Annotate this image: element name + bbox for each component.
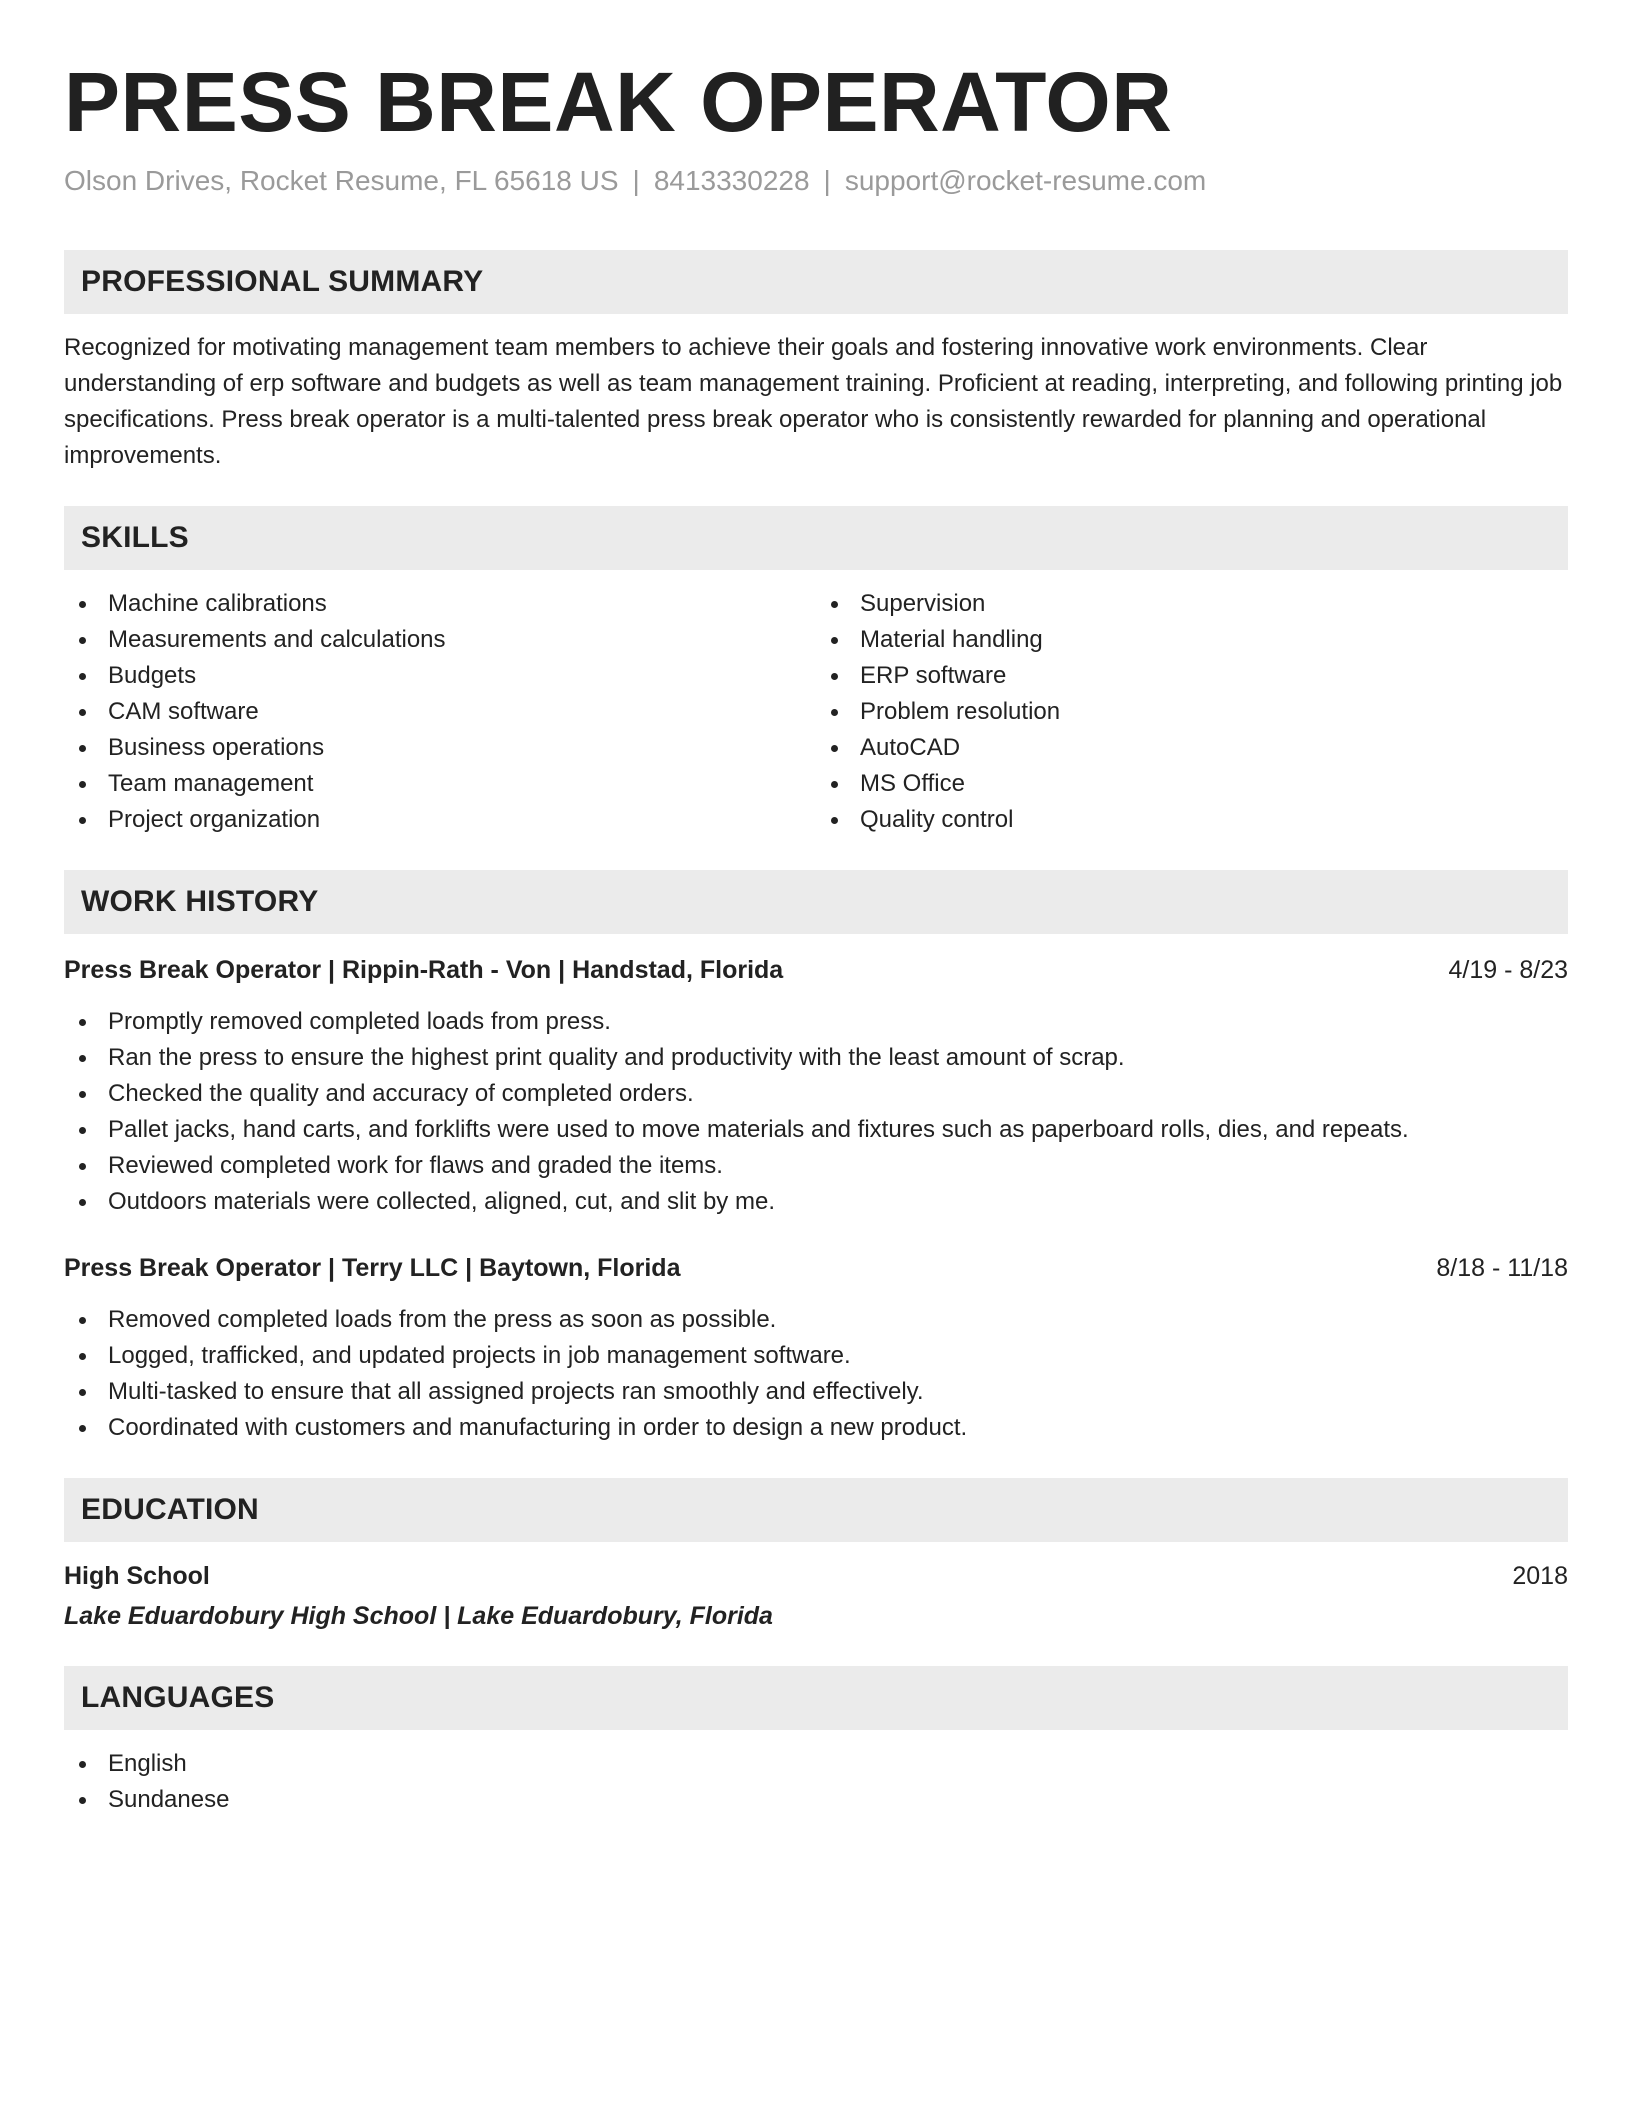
skill-item: Measurements and calculations xyxy=(64,622,816,658)
language-item: English xyxy=(64,1746,1568,1782)
job-bullet: Promptly removed completed loads from press. xyxy=(64,1004,1568,1040)
skill-item: AutoCAD xyxy=(816,730,1568,766)
languages-list xyxy=(64,1746,1568,1818)
skill-item: MS Office xyxy=(816,766,1568,802)
skill-item: CAM software xyxy=(64,694,816,730)
job-header xyxy=(64,1250,1568,1286)
skills-column-left xyxy=(64,586,816,838)
skill-item: Problem resolution xyxy=(816,694,1568,730)
job-bullet: Reviewed completed work for flaws and graded the items. xyxy=(64,1148,1568,1184)
skill-item: Material handling xyxy=(816,622,1568,658)
job-header xyxy=(64,952,1568,988)
section-header-education: EDUCATION xyxy=(64,1478,1568,1542)
job-bullet: Coordinated with customers and manufacturing in order to design a new product. xyxy=(64,1410,1568,1446)
job-bullet: Pallet jacks, hand carts, and forklifts were used to move materials and fixtures such as paperboard rolls, dies, and repeats. xyxy=(64,1112,1568,1148)
skill-item: Supervision xyxy=(816,586,1568,622)
contact-email: support@rocket-resume.com xyxy=(844,165,1207,196)
job-bullets xyxy=(64,1004,1568,1220)
job-title: Press Break Operator | Terry LLC | Baytown, Florida xyxy=(64,1254,681,1282)
job-bullet: Checked the quality and accuracy of completed orders. xyxy=(64,1076,1568,1112)
contact-separator: | xyxy=(632,165,640,196)
skill-item: Business operations xyxy=(64,730,816,766)
section-header-work-history: WORK HISTORY xyxy=(64,870,1568,934)
contact-line xyxy=(64,164,1568,198)
education-entry xyxy=(64,1558,1568,1634)
job-dates: 8/18 - 11/18 xyxy=(1436,1254,1568,1282)
skill-item: Budgets xyxy=(64,658,816,694)
education-header xyxy=(64,1558,1568,1594)
job-entry xyxy=(64,1250,1568,1446)
job-title: Press Break Operator | Rippin-Rath - Von | Handstad, Florida xyxy=(64,956,784,984)
section-header-skills: SKILLS xyxy=(64,506,1568,570)
skills-column-right xyxy=(816,586,1568,838)
contact-separator: | xyxy=(823,165,831,196)
job-bullets xyxy=(64,1302,1568,1446)
candidate-name: PRESS BREAK OPERATOR xyxy=(64,55,1173,149)
job-bullet: Ran the press to ensure the highest print quality and productivity with the least amount of scrap. xyxy=(64,1040,1568,1076)
skill-item: Team management xyxy=(64,766,816,802)
contact-address: Olson Drives, Rocket Resume, FL 65618 US xyxy=(64,165,619,196)
skill-item: Quality control xyxy=(816,802,1568,838)
section-header-languages: LANGUAGES xyxy=(64,1666,1568,1730)
skill-item: Machine calibrations xyxy=(64,586,816,622)
education-year: 2018 xyxy=(1512,1562,1568,1590)
education-degree: High School xyxy=(64,1562,210,1590)
skill-item: Project organization xyxy=(64,802,816,838)
job-bullet: Removed completed loads from the press as soon as possible. xyxy=(64,1302,1568,1338)
job-bullet: Multi-tasked to ensure that all assigned projects ran smoothly and effectively. xyxy=(64,1374,1568,1410)
contact-phone: 8413330228 xyxy=(653,165,810,196)
language-item: Sundanese xyxy=(64,1782,1568,1818)
education-school: Lake Eduardobury High School | Lake Eduardobury, Florida xyxy=(64,1602,773,1630)
summary-text: Recognized for motivating management team members to achieve their goals and fostering innovative work environments. Clear understanding of erp software and budgets as well as team management training. Proficient at reading, interpreting, and following printing job specifications. Press break operator is a multi-talented press break operator who is consistently rewarded for planning and operational improvements. xyxy=(64,334,1563,469)
section-header-summary: PROFESSIONAL SUMMARY xyxy=(64,250,1568,314)
job-dates: 4/19 - 8/23 xyxy=(1448,956,1568,984)
skills-list xyxy=(64,586,1568,838)
job-bullet: Outdoors materials were collected, aligned, cut, and slit by me. xyxy=(64,1184,1568,1220)
job-bullet: Logged, trafficked, and updated projects in job management software. xyxy=(64,1338,1568,1374)
job-entry xyxy=(64,952,1568,1220)
skill-item: ERP software xyxy=(816,658,1568,694)
